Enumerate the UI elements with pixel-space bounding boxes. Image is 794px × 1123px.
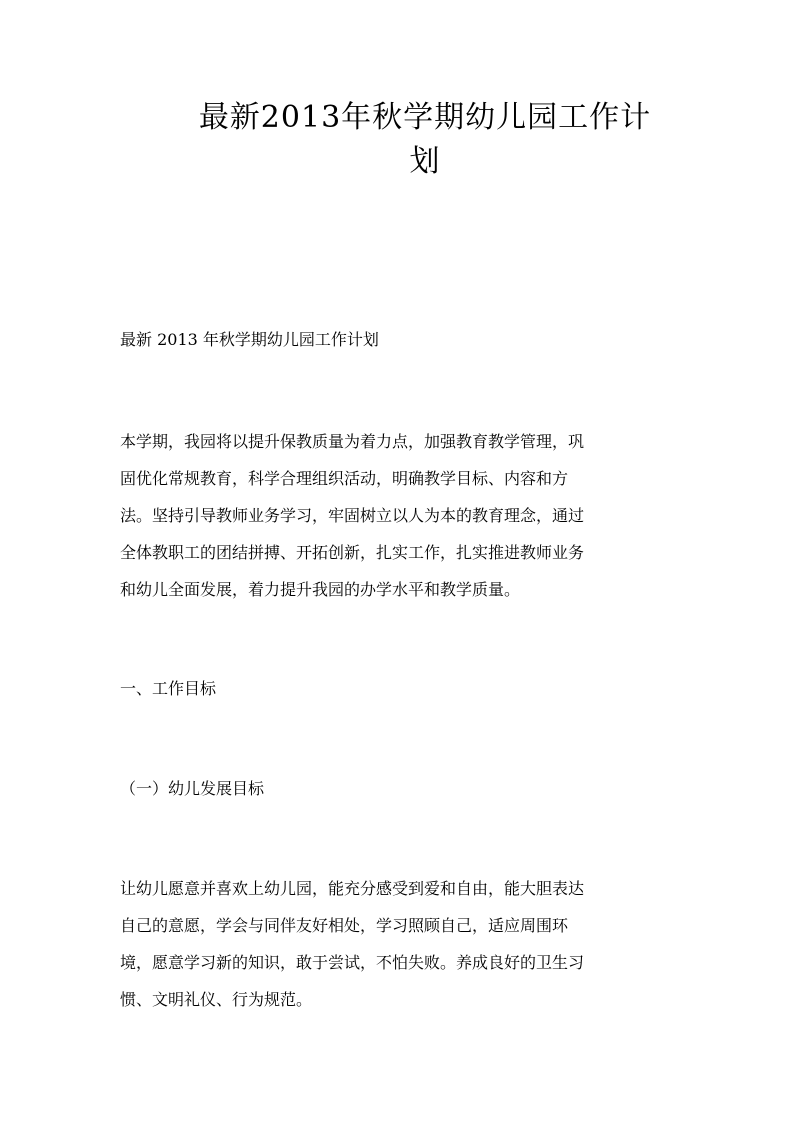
intro-line: 法。坚持引导教师业务学习，牢固树立以人为本的教育理念，通过: [120, 506, 585, 525]
intro-paragraph: [120, 423, 678, 608]
goal-line: 惯、文明礼仪、行为规范。: [120, 990, 313, 1009]
intro-line: 固优化常规教育，科学合理组织活动，明确教学目标、内容和方: [120, 469, 569, 488]
goal-line: 自己的意愿，学会与同伴友好相处，学习照顾自己，适应周围环: [120, 916, 569, 935]
document-title: [170, 96, 680, 184]
intro-line: 本学期，我园将以提升保教质量为着力点，加强教育教学管理，巩: [120, 432, 585, 451]
goal-line: 让幼儿愿意并喜欢上幼儿园，能充分感受到爱和自由，能大胆表达: [120, 879, 585, 898]
goals-paragraph: [120, 870, 678, 1018]
document-subtitle: 最新 2013 年秋学期幼儿园工作计划: [120, 330, 379, 349]
title-line-2: 划: [409, 144, 441, 179]
sub-heading-child-development-goals: （一）幼儿发展目标: [120, 779, 265, 798]
title-line-1: 最新2013年秋学期幼儿园工作计: [198, 100, 652, 135]
goal-line: 境，愿意学习新的知识，敢于尝试，不怕失败。养成良好的卫生习: [120, 953, 585, 972]
section-heading-work-goals: 一、工作目标: [120, 679, 217, 698]
intro-line: 和幼儿全面发展，着力提升我园的办学水平和教学质量。: [120, 580, 521, 599]
intro-line: 全体教职工的团结拼搏、开拓创新，扎实工作，扎实推进教师业务: [120, 543, 585, 562]
